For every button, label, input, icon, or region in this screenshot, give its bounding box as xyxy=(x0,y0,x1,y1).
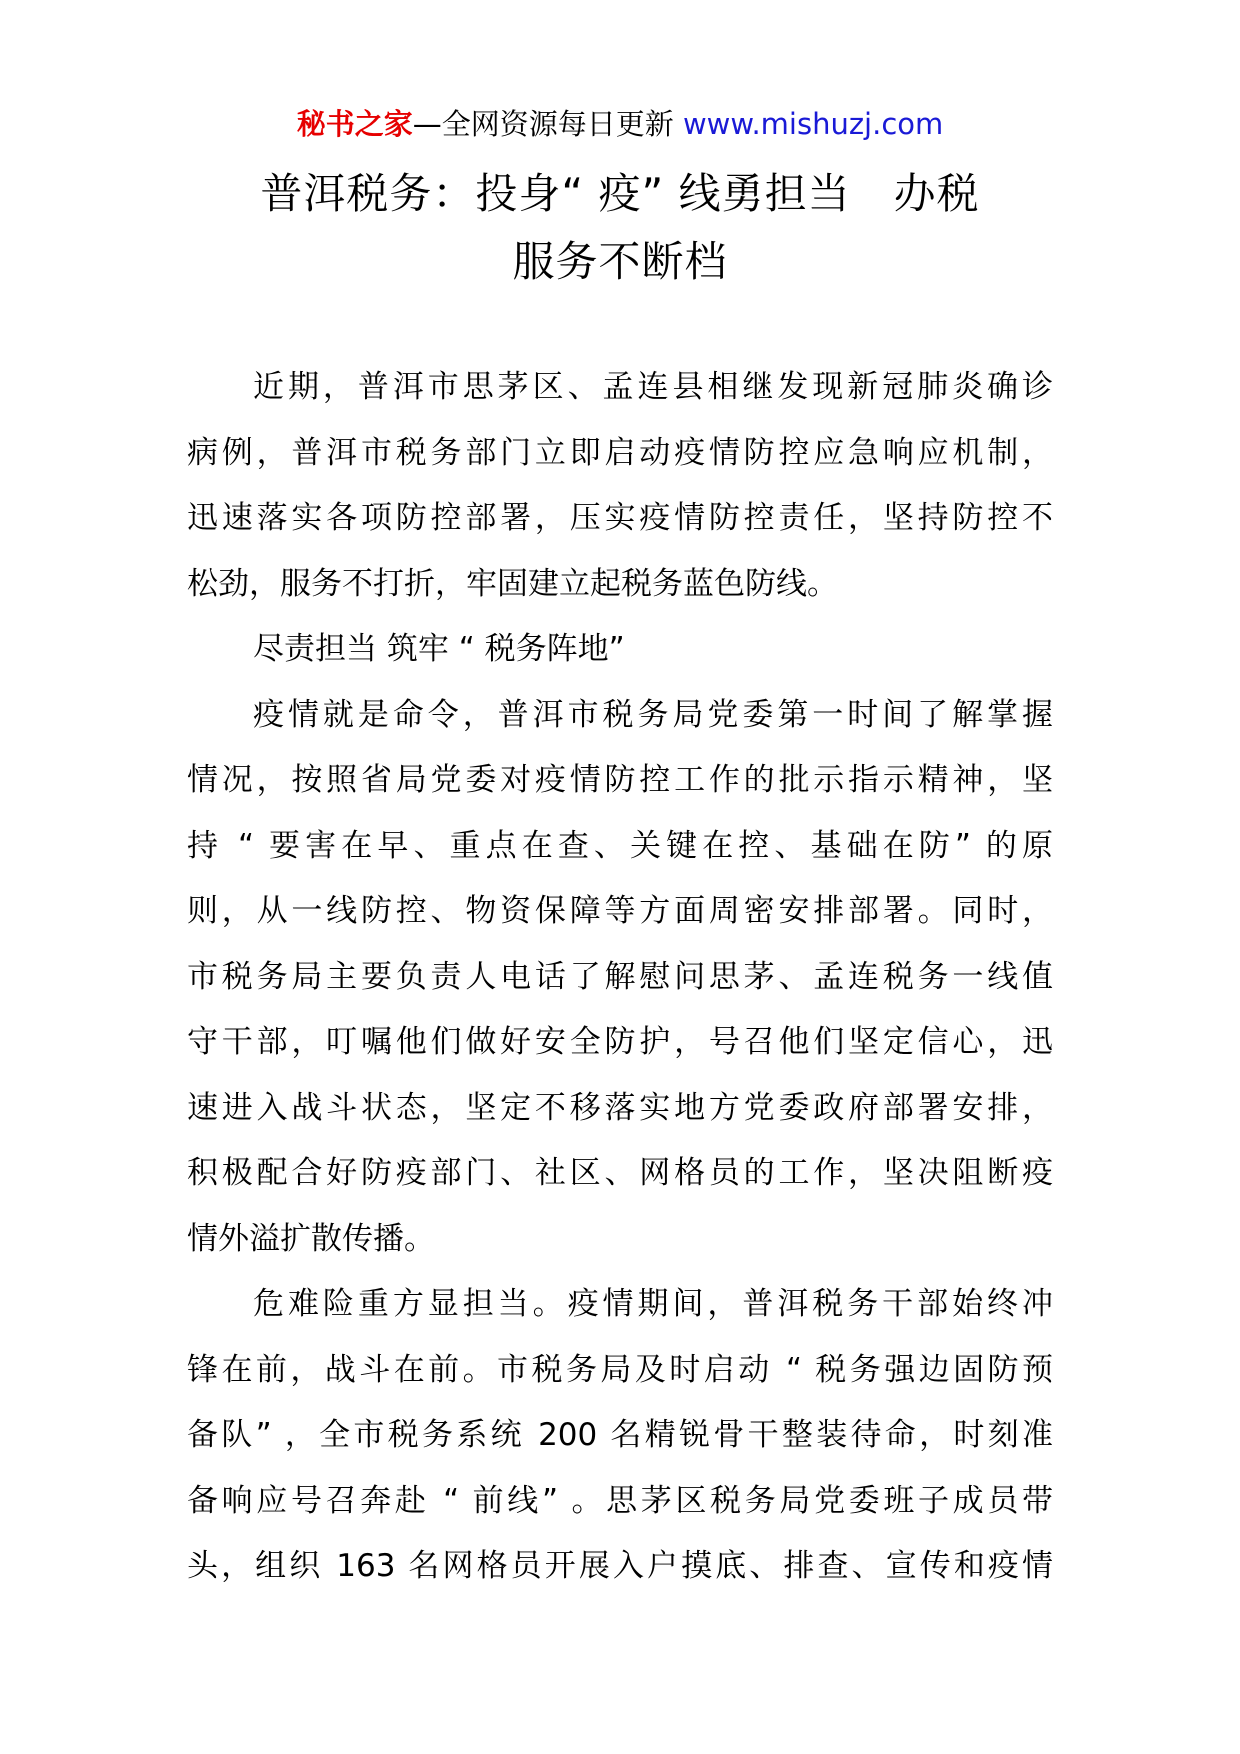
body-line: 市税务局主要负责人电话了解慰问思茅、孟连税务一线值 xyxy=(187,958,1053,995)
body-line: 情外溢扩散传播。 xyxy=(187,1220,435,1257)
body-line: 锋在前，战斗在前。市税务局及时启动 “ 税务强边固防预 xyxy=(187,1351,1053,1388)
body-line: 头，组织 163 名网格员开展入户摸底、排查、宣传和疫情 xyxy=(187,1548,1053,1584)
title-line-2: 服务不断档 xyxy=(512,237,728,286)
body-line: 近期，普洱市思茅区、孟连县相继发现新冠肺炎确诊 xyxy=(253,369,1053,405)
body-line: 速进入战斗状态，坚定不移落实地方党委政府部署安排， xyxy=(187,1089,1053,1126)
document-body xyxy=(187,355,1053,1600)
body-line: 备响应号召奔赴 “ 前线” 。思茅区税务局党委班子成员带 xyxy=(187,1482,1053,1519)
body-line: 积极配合好防疫部门、社区、网格员的工作，坚决阻断疫 xyxy=(187,1155,1053,1191)
body-line: 情况，按照省局党委对疫情防控工作的批示指示精神，坚 xyxy=(187,762,1053,798)
body-line: 危难险重方显担当。疫情期间，普洱税务干部始终冲 xyxy=(253,1286,1053,1322)
body-line: 持 “ 要害在早、重点在查、关键在控、基础在防” 的原 xyxy=(187,827,1053,864)
site-url[interactable]: www.mishuzj.com xyxy=(682,107,944,141)
body-line: 守干部，叮嘱他们做好安全防护，号召他们坚定信心，迅 xyxy=(187,1024,1053,1060)
section-heading: 尽责担当 筑牢 “ 税务阵地” xyxy=(253,631,625,667)
document-title xyxy=(180,160,1060,296)
body-line: 病例，普洱市税务部门立即启动疫情防控应急响应机制， xyxy=(187,434,1053,471)
body-line: 松劲，服务不打折，牢固建立起税务蓝色防线。 xyxy=(187,565,838,602)
body-line: 备队” ，全市税务系统 200 名精锐骨干整装待命，时刻准 xyxy=(187,1417,1053,1453)
title-line-1: 普洱税务：投身“ 疫” 线勇担当 办税 xyxy=(260,169,980,218)
header-tagline: —全网资源每日更新 xyxy=(412,107,674,141)
site-header xyxy=(0,103,1240,145)
body-line: 疫情就是命令，普洱市税务局党委第一时间了解掌握 xyxy=(253,696,1053,733)
body-line: 则，从一线防控、物资保障等方面周密安排部署。同时， xyxy=(187,893,1053,929)
brand-name: 秘书之家 xyxy=(296,107,413,141)
body-line: 迅速落实各项防控部署，压实疫情防控责任，坚持防控不 xyxy=(187,500,1053,536)
